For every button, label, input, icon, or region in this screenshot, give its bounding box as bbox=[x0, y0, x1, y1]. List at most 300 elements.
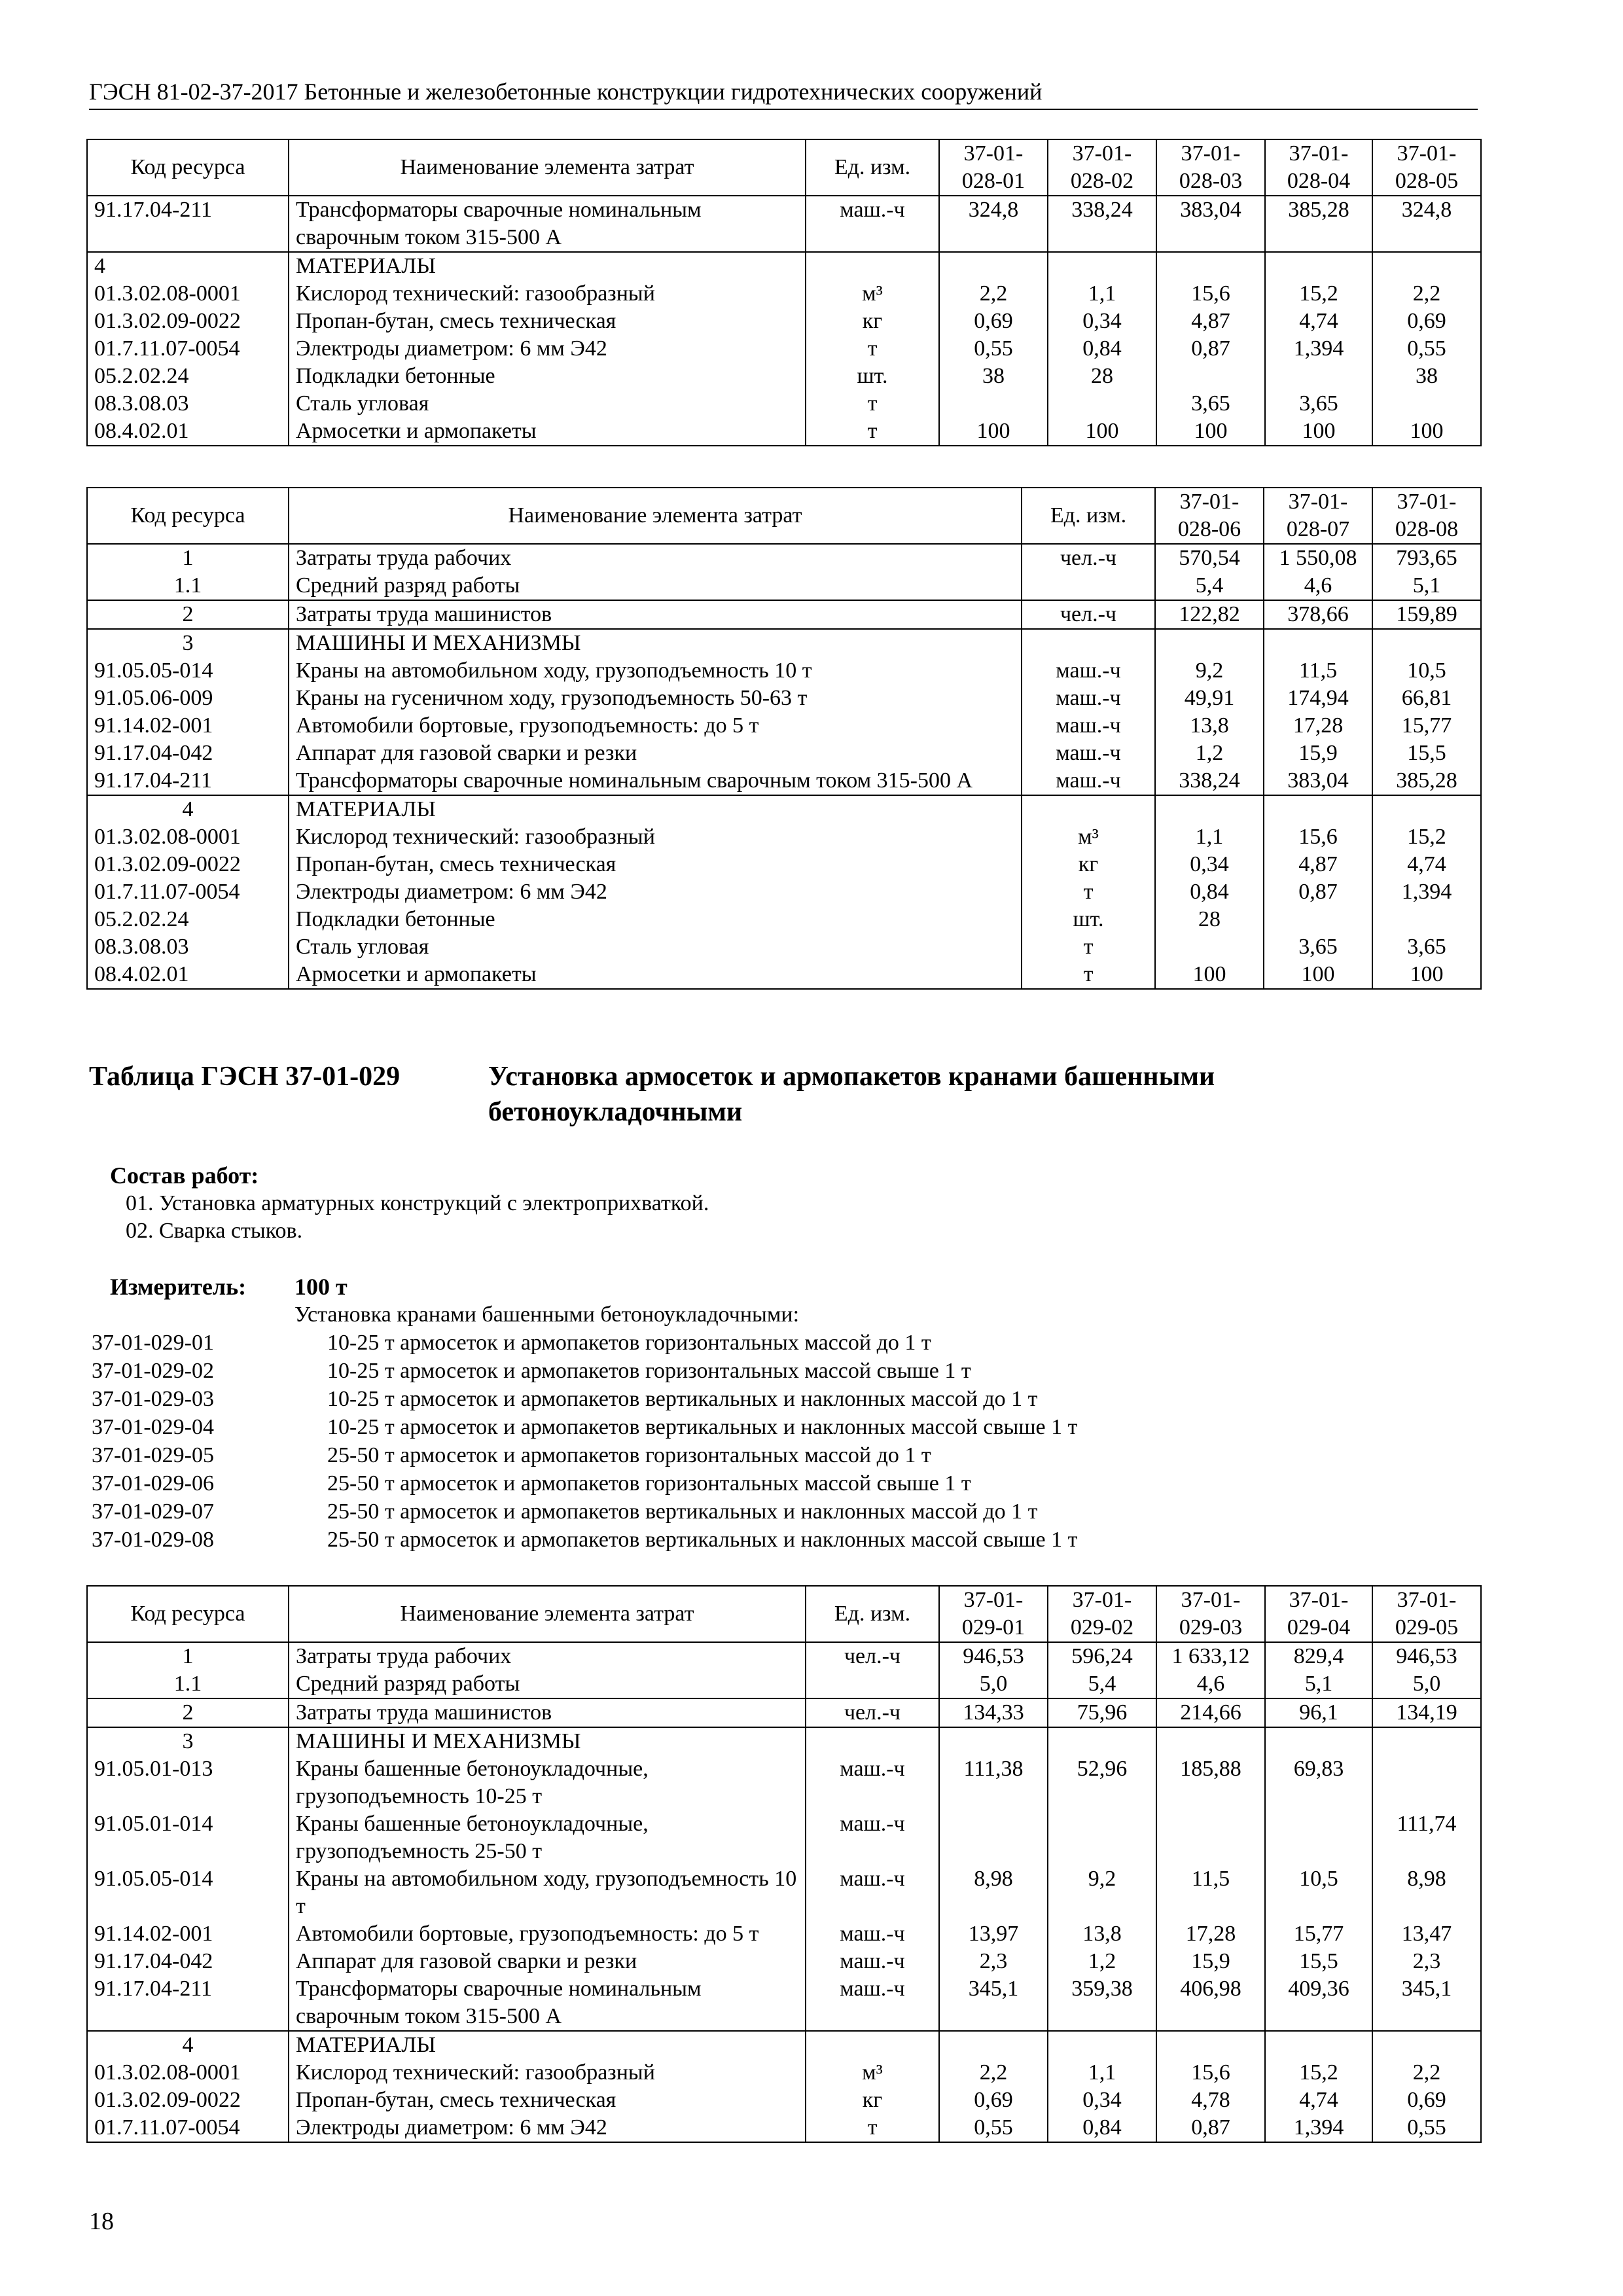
variant-code: 37-01-029-07 bbox=[92, 1499, 214, 1524]
resource-table-029 bbox=[86, 1585, 1482, 2143]
resource-code: 05.2.02.24 bbox=[87, 363, 289, 390]
resource-value bbox=[1372, 795, 1481, 823]
resource-unit: маш.-ч bbox=[806, 1865, 939, 1920]
resource-row bbox=[87, 1948, 1481, 1975]
resource-value: 5,0 bbox=[1372, 1670, 1481, 1698]
resource-value: 11,5 bbox=[1264, 657, 1372, 685]
resource-value: 2,2 bbox=[939, 2059, 1048, 2087]
resource-value: 1,394 bbox=[1265, 335, 1372, 363]
resource-value bbox=[1156, 1810, 1265, 1865]
resource-name: Трансформаторы сварочные номинальным сварочным током 315-500 А bbox=[289, 767, 1022, 795]
resource-value: 409,36 bbox=[1265, 1975, 1372, 2031]
resource-name: Пропан-бутан, смесь техническая bbox=[289, 851, 1022, 878]
resource-value: 52,96 bbox=[1048, 1755, 1156, 1810]
resource-value bbox=[1156, 1727, 1265, 1755]
table-header-row bbox=[87, 488, 1481, 544]
variant-code: 37-01-029-02 bbox=[92, 1359, 214, 1383]
resource-unit: кг bbox=[806, 308, 939, 335]
resource-value: 1,1 bbox=[1155, 823, 1264, 851]
col-unit-header: Ед. изм. bbox=[806, 139, 939, 196]
resource-code: 2 bbox=[87, 1698, 289, 1727]
resource-value bbox=[1155, 933, 1264, 961]
resource-unit: чел.-ч bbox=[1022, 600, 1155, 629]
resource-value: 0,34 bbox=[1048, 308, 1156, 335]
resource-name: Пропан-бутан, смесь техническая bbox=[289, 2087, 806, 2114]
resource-unit: маш.-ч bbox=[1022, 712, 1155, 740]
resource-code: 91.17.04-042 bbox=[87, 1948, 289, 1975]
resource-name: МАТЕРИАЛЫ bbox=[289, 795, 1022, 823]
resource-row bbox=[87, 600, 1481, 629]
col-variant-header: 37-01- 028-05 bbox=[1372, 139, 1481, 196]
resource-name: Электроды диаметром: 6 мм Э42 bbox=[289, 2114, 806, 2142]
resource-code: 4 bbox=[87, 795, 289, 823]
resource-value: 49,91 bbox=[1155, 685, 1264, 712]
resource-value bbox=[1265, 252, 1372, 280]
resource-value: 345,1 bbox=[1372, 1975, 1481, 2031]
resource-code: 91.05.01-013 bbox=[87, 1755, 289, 1810]
resource-row bbox=[87, 363, 1481, 390]
resource-name: Автомобили бортовые, грузоподъемность: до 5 т bbox=[289, 712, 1022, 740]
resource-value bbox=[1372, 629, 1481, 657]
resource-value: 3,65 bbox=[1264, 933, 1372, 961]
resource-table-028-part1 bbox=[86, 139, 1482, 446]
resource-code: 3 bbox=[87, 629, 289, 657]
composition-list bbox=[126, 1190, 709, 1245]
resource-value bbox=[1156, 2031, 1265, 2059]
variant-code: 37-01-029-06 bbox=[92, 1471, 214, 1496]
resource-value bbox=[1372, 2031, 1481, 2059]
resource-name: Электроды диаметром: 6 мм Э42 bbox=[289, 878, 1022, 906]
resource-row bbox=[87, 851, 1481, 878]
resource-value bbox=[1372, 390, 1481, 418]
resource-value bbox=[1048, 252, 1156, 280]
resource-row bbox=[87, 823, 1481, 851]
section-row bbox=[87, 252, 1481, 280]
resource-name: Затраты труда машинистов bbox=[289, 1698, 806, 1727]
resource-value: 174,94 bbox=[1264, 685, 1372, 712]
resource-unit: т bbox=[1022, 878, 1155, 906]
resource-name: Краны на гусеничном ходу, грузоподъемность 50-63 т bbox=[289, 685, 1022, 712]
resource-row bbox=[87, 933, 1481, 961]
resource-row bbox=[87, 685, 1481, 712]
col-variant-header: 37-01- 028-04 bbox=[1265, 139, 1372, 196]
resource-value: 8,98 bbox=[1372, 1865, 1481, 1920]
resource-name: Краны на автомобильном ходу, грузоподъемность 10 т bbox=[289, 1865, 806, 1920]
resource-value: 15,2 bbox=[1265, 2059, 1372, 2087]
resource-value: 1,2 bbox=[1048, 1948, 1156, 1975]
variant-code: 37-01-029-03 bbox=[92, 1387, 214, 1411]
resource-value: 0,34 bbox=[1155, 851, 1264, 878]
resource-value bbox=[1264, 795, 1372, 823]
resource-value: 159,89 bbox=[1372, 600, 1481, 629]
resource-value: 100 bbox=[1156, 418, 1265, 446]
resource-name: Кислород технический: газообразный bbox=[289, 823, 1022, 851]
resource-row bbox=[87, 1975, 1481, 2031]
resource-unit bbox=[806, 1670, 939, 1698]
resource-code: 91.14.02-001 bbox=[87, 1920, 289, 1948]
resource-unit: т bbox=[806, 335, 939, 363]
resource-unit bbox=[806, 2031, 939, 2059]
resource-value: 0,87 bbox=[1264, 878, 1372, 906]
resource-value: 4,87 bbox=[1156, 308, 1265, 335]
variant-code: 37-01-029-04 bbox=[92, 1415, 214, 1439]
resource-name: Пропан-бутан, смесь техническая bbox=[289, 308, 806, 335]
variant-description: 25-50 т армосеток и армопакетов вертикальных и наклонных массой до 1 т bbox=[327, 1499, 1038, 1524]
resource-value bbox=[1156, 252, 1265, 280]
resource-name: Электроды диаметром: 6 мм Э42 bbox=[289, 335, 806, 363]
resource-value: 0,34 bbox=[1048, 2087, 1156, 2114]
resource-value bbox=[939, 252, 1048, 280]
resource-value bbox=[1265, 1727, 1372, 1755]
resource-value: 0,87 bbox=[1156, 2114, 1265, 2142]
resource-value: 4,6 bbox=[1156, 1670, 1265, 1698]
composition-title: Состав работ: bbox=[110, 1162, 259, 1189]
resource-value: 946,53 bbox=[939, 1642, 1048, 1670]
resource-value: 15,77 bbox=[1372, 712, 1481, 740]
page-header: ГЭСН 81-02-37-2017 Бетонные и железобетонные конструкции гидротехнических сооружений bbox=[89, 77, 1478, 110]
resource-value: 11,5 bbox=[1156, 1865, 1265, 1920]
resource-unit: кг bbox=[1022, 851, 1155, 878]
resource-code: 91.14.02-001 bbox=[87, 712, 289, 740]
resource-row bbox=[87, 1698, 1481, 1727]
resource-value bbox=[1265, 363, 1372, 390]
resource-row bbox=[87, 712, 1481, 740]
resource-value: 100 bbox=[1372, 418, 1481, 446]
resource-row bbox=[87, 767, 1481, 795]
resource-name: Автомобили бортовые, грузоподъемность: до 5 т bbox=[289, 1920, 806, 1948]
resource-value: 214,66 bbox=[1156, 1698, 1265, 1727]
resource-name: МАШИНЫ И МЕХАНИЗМЫ bbox=[289, 1727, 806, 1755]
resource-name: МАТЕРИАЛЫ bbox=[289, 2031, 806, 2059]
resource-code: 01.3.02.09-0022 bbox=[87, 851, 289, 878]
resource-row bbox=[87, 544, 1481, 572]
variant-description: 25-50 т армосеток и армопакетов горизонтальных массой до 1 т bbox=[327, 1443, 931, 1467]
resource-value: 378,66 bbox=[1264, 600, 1372, 629]
resource-code: 01.7.11.07-0054 bbox=[87, 335, 289, 363]
composition-item: 02. Сварка стыков. bbox=[126, 1219, 303, 1243]
resource-value: 4,87 bbox=[1264, 851, 1372, 878]
resource-unit: маш.-ч bbox=[806, 196, 939, 252]
resource-value: 2,3 bbox=[1372, 1948, 1481, 1975]
resource-value: 100 bbox=[939, 418, 1048, 446]
resource-value bbox=[939, 1727, 1048, 1755]
page-number: 18 bbox=[89, 2208, 114, 2235]
resource-code: 91.05.01-014 bbox=[87, 1810, 289, 1865]
resource-value bbox=[1372, 252, 1481, 280]
resource-code: 91.17.04-211 bbox=[87, 196, 289, 252]
resource-name: Затраты труда рабочих bbox=[289, 1642, 806, 1670]
resource-name: Затраты труда машинистов bbox=[289, 600, 1022, 629]
resource-name: Кислород технический: газообразный bbox=[289, 280, 806, 308]
resource-value: 111,38 bbox=[939, 1755, 1048, 1810]
resource-value bbox=[1048, 390, 1156, 418]
variant-description: 10-25 т армосеток и армопакетов вертикальных и наклонных массой свыше 1 т bbox=[327, 1415, 1078, 1439]
resource-row bbox=[87, 961, 1481, 989]
resource-unit: маш.-ч bbox=[1022, 767, 1155, 795]
resource-value: 13,47 bbox=[1372, 1920, 1481, 1948]
composition-item: 01. Установка арматурных конструкций с электроприхваткой. bbox=[126, 1191, 709, 1215]
resource-value: 4,74 bbox=[1265, 308, 1372, 335]
resource-value: 324,8 bbox=[1372, 196, 1481, 252]
resource-value bbox=[1264, 629, 1372, 657]
resource-value: 2,2 bbox=[1372, 280, 1481, 308]
resource-unit: м³ bbox=[1022, 823, 1155, 851]
resource-value: 3,65 bbox=[1372, 933, 1481, 961]
resource-value bbox=[1155, 795, 1264, 823]
resource-unit: т bbox=[806, 390, 939, 418]
resource-unit bbox=[1022, 572, 1155, 600]
resource-value: 66,81 bbox=[1372, 685, 1481, 712]
resource-code: 4 bbox=[87, 2031, 289, 2059]
resource-value: 13,97 bbox=[939, 1920, 1048, 1948]
resource-code: 1.1 bbox=[87, 572, 289, 600]
resource-value: 15,9 bbox=[1156, 1948, 1265, 1975]
resource-value: 385,28 bbox=[1372, 767, 1481, 795]
resource-code: 2 bbox=[87, 600, 289, 629]
resource-value: 0,69 bbox=[939, 308, 1048, 335]
resource-value: 5,4 bbox=[1048, 1670, 1156, 1698]
resource-value bbox=[1048, 2031, 1156, 2059]
resource-value: 17,28 bbox=[1264, 712, 1372, 740]
resource-row bbox=[87, 2087, 1481, 2114]
col-name-header: Наименование элемента затрат bbox=[289, 1586, 806, 1642]
resource-row bbox=[87, 906, 1481, 933]
resource-code: 1 bbox=[87, 1642, 289, 1670]
resource-value: 0,84 bbox=[1048, 2114, 1156, 2142]
resource-code: 08.4.02.01 bbox=[87, 961, 289, 989]
resource-value: 0,55 bbox=[1372, 335, 1481, 363]
section-row bbox=[87, 2031, 1481, 2059]
resource-name: Затраты труда рабочих bbox=[289, 544, 1022, 572]
resource-value: 100 bbox=[1155, 961, 1264, 989]
resource-name: Армосетки и армопакеты bbox=[289, 418, 806, 446]
variant-description: 10-25 т армосеток и армопакетов горизонтальных массой свыше 1 т bbox=[327, 1359, 971, 1383]
resource-value: 100 bbox=[1264, 961, 1372, 989]
resource-value: 10,5 bbox=[1265, 1865, 1372, 1920]
col-variant-header: 37-01- 029-02 bbox=[1048, 1586, 1156, 1642]
resource-code: 01.3.02.08-0001 bbox=[87, 280, 289, 308]
resource-row bbox=[87, 1810, 1481, 1865]
col-variant-header: 37-01- 029-03 bbox=[1156, 1586, 1265, 1642]
resource-value: 0,55 bbox=[1372, 2114, 1481, 2142]
resource-value: 406,98 bbox=[1156, 1975, 1265, 2031]
section-row bbox=[87, 629, 1481, 657]
resource-value: 15,77 bbox=[1265, 1920, 1372, 1948]
resource-unit: маш.-ч bbox=[806, 1810, 939, 1865]
resource-value: 38 bbox=[939, 363, 1048, 390]
resource-unit: чел.-ч bbox=[1022, 544, 1155, 572]
resource-value: 0,69 bbox=[1372, 308, 1481, 335]
resource-name: Средний разряд работы bbox=[289, 572, 1022, 600]
resource-code: 91.17.04-042 bbox=[87, 740, 289, 767]
resource-row bbox=[87, 1642, 1481, 1670]
resource-row bbox=[87, 1865, 1481, 1920]
resource-unit: чел.-ч bbox=[806, 1642, 939, 1670]
resource-code: 91.05.05-014 bbox=[87, 657, 289, 685]
resource-value: 324,8 bbox=[939, 196, 1048, 252]
resource-code: 1 bbox=[87, 544, 289, 572]
resource-value: 100 bbox=[1048, 418, 1156, 446]
resource-row bbox=[87, 418, 1481, 446]
resource-name: Сталь угловая bbox=[289, 390, 806, 418]
resource-code: 08.4.02.01 bbox=[87, 418, 289, 446]
resource-value: 28 bbox=[1048, 363, 1156, 390]
resource-name: Армосетки и армопакеты bbox=[289, 961, 1022, 989]
resource-value bbox=[1265, 2031, 1372, 2059]
resource-value bbox=[1156, 363, 1265, 390]
col-unit-header: Ед. изм. bbox=[1022, 488, 1155, 544]
resource-code: 01.3.02.09-0022 bbox=[87, 308, 289, 335]
resource-unit: т bbox=[806, 418, 939, 446]
resource-value bbox=[939, 1810, 1048, 1865]
resource-value: 0,69 bbox=[939, 2087, 1048, 2114]
resource-value: 596,24 bbox=[1048, 1642, 1156, 1670]
resource-row bbox=[87, 2059, 1481, 2087]
resource-value: 2,2 bbox=[1372, 2059, 1481, 2087]
resource-code: 01.3.02.08-0001 bbox=[87, 823, 289, 851]
resource-code: 01.3.02.09-0022 bbox=[87, 2087, 289, 2114]
resource-value: 2,2 bbox=[939, 280, 1048, 308]
resource-code: 91.05.05-014 bbox=[87, 1865, 289, 1920]
resource-value: 338,24 bbox=[1048, 196, 1156, 252]
resource-value: 28 bbox=[1155, 906, 1264, 933]
variant-code: 37-01-029-05 bbox=[92, 1443, 214, 1467]
resource-unit bbox=[1022, 629, 1155, 657]
resource-value: 75,96 bbox=[1048, 1698, 1156, 1727]
resource-value: 17,28 bbox=[1156, 1920, 1265, 1948]
col-code-header: Код ресурса bbox=[87, 1586, 289, 1642]
col-name-header: Наименование элемента затрат bbox=[289, 488, 1022, 544]
resource-value: 5,1 bbox=[1372, 572, 1481, 600]
resource-name: Краны башенные бетоноукладочные, грузоподъемность 25-50 т bbox=[289, 1810, 806, 1865]
resource-value: 1 633,12 bbox=[1156, 1642, 1265, 1670]
col-name-header: Наименование элемента затрат bbox=[289, 139, 806, 196]
resource-unit: маш.-ч bbox=[806, 1948, 939, 1975]
col-variant-header: 37-01- 029-04 bbox=[1265, 1586, 1372, 1642]
resource-value: 338,24 bbox=[1155, 767, 1264, 795]
col-variant-header: 37-01- 029-05 bbox=[1372, 1586, 1481, 1642]
resource-value: 5,1 bbox=[1265, 1670, 1372, 1698]
resource-name: Подкладки бетонные bbox=[289, 906, 1022, 933]
resource-unit: маш.-ч bbox=[1022, 740, 1155, 767]
resource-unit: маш.-ч bbox=[1022, 685, 1155, 712]
resource-row bbox=[87, 572, 1481, 600]
resource-row bbox=[87, 1755, 1481, 1810]
resource-code: 3 bbox=[87, 1727, 289, 1755]
resource-value: 5,4 bbox=[1155, 572, 1264, 600]
variant-code: 37-01-029-01 bbox=[92, 1331, 214, 1355]
section-row bbox=[87, 795, 1481, 823]
resource-value: 1,1 bbox=[1048, 280, 1156, 308]
resource-row bbox=[87, 1670, 1481, 1698]
resource-name: МАШИНЫ И МЕХАНИЗМЫ bbox=[289, 629, 1022, 657]
resource-value: 3,65 bbox=[1265, 390, 1372, 418]
resource-code: 1.1 bbox=[87, 1670, 289, 1698]
resource-value: 1 550,08 bbox=[1264, 544, 1372, 572]
resource-code: 01.7.11.07-0054 bbox=[87, 2114, 289, 2142]
resource-name: Краны башенные бетоноукладочные, грузоподъемность 10-25 т bbox=[289, 1755, 806, 1810]
table-title-code: Таблица ГЭСН 37-01-029 bbox=[89, 1062, 401, 1092]
col-variant-header: 37-01- 028-02 bbox=[1048, 139, 1156, 196]
resource-row bbox=[87, 335, 1481, 363]
variant-description: 10-25 т армосеток и армопакетов вертикальных и наклонных массой до 1 т bbox=[327, 1387, 1038, 1411]
resource-value: 15,2 bbox=[1265, 280, 1372, 308]
resource-code: 05.2.02.24 bbox=[87, 906, 289, 933]
resource-unit: м³ bbox=[806, 280, 939, 308]
measure-intro: Установка кранами башенными бетоноукладочными: bbox=[294, 1302, 800, 1327]
resource-name: Аппарат для газовой сварки и резки bbox=[289, 1948, 806, 1975]
resource-value: 100 bbox=[1265, 418, 1372, 446]
col-variant-header: 37-01- 028-01 bbox=[939, 139, 1048, 196]
resource-value: 2,3 bbox=[939, 1948, 1048, 1975]
resource-value: 383,04 bbox=[1264, 767, 1372, 795]
resource-value: 829,4 bbox=[1265, 1642, 1372, 1670]
resource-code: 08.3.08.03 bbox=[87, 933, 289, 961]
resource-value bbox=[1372, 1755, 1481, 1810]
table-title-description: Установка армосеток и армопакетов кранами башенными бетоноукладочными bbox=[488, 1062, 1215, 1127]
resource-unit: чел.-ч bbox=[806, 1698, 939, 1727]
resource-value: 15,6 bbox=[1156, 280, 1265, 308]
variant-description: 25-50 т армосеток и армопакетов вертикальных и наклонных массой свыше 1 т bbox=[327, 1528, 1078, 1552]
resource-name: Трансформаторы сварочные номинальным сварочным током 315-500 А bbox=[289, 1975, 806, 2031]
resource-unit bbox=[806, 1727, 939, 1755]
resource-value bbox=[1265, 1810, 1372, 1865]
resource-value: 111,74 bbox=[1372, 1810, 1481, 1865]
col-variant-header: 37-01- 028-06 bbox=[1155, 488, 1264, 544]
resource-value: 185,88 bbox=[1156, 1755, 1265, 1810]
resource-value: 1,394 bbox=[1265, 2114, 1372, 2142]
resource-unit: шт. bbox=[1022, 906, 1155, 933]
resource-unit: маш.-ч bbox=[806, 1975, 939, 2031]
resource-row bbox=[87, 196, 1481, 252]
resource-row bbox=[87, 1920, 1481, 1948]
resource-name: Трансформаторы сварочные номинальным сварочным током 315-500 А bbox=[289, 196, 806, 252]
resource-value: 0,87 bbox=[1156, 335, 1265, 363]
resource-value: 15,9 bbox=[1264, 740, 1372, 767]
resource-value: 4,74 bbox=[1372, 851, 1481, 878]
resource-value: 9,2 bbox=[1048, 1865, 1156, 1920]
resource-unit: маш.-ч bbox=[806, 1920, 939, 1948]
resource-value: 1,394 bbox=[1372, 878, 1481, 906]
resource-row bbox=[87, 280, 1481, 308]
resource-value bbox=[1155, 629, 1264, 657]
resource-value: 10,5 bbox=[1372, 657, 1481, 685]
variant-code: 37-01-029-08 bbox=[92, 1528, 214, 1552]
measure-label: Измеритель: bbox=[110, 1274, 247, 1300]
resource-value: 383,04 bbox=[1156, 196, 1265, 252]
resource-row bbox=[87, 308, 1481, 335]
resource-unit: маш.-ч bbox=[1022, 657, 1155, 685]
resource-value: 15,5 bbox=[1265, 1948, 1372, 1975]
resource-code: 01.3.02.08-0001 bbox=[87, 2059, 289, 2087]
resource-name: Краны на автомобильном ходу, грузоподъемность 10 т bbox=[289, 657, 1022, 685]
resource-value: 1,2 bbox=[1155, 740, 1264, 767]
resource-code: 91.05.06-009 bbox=[87, 685, 289, 712]
resource-value: 13,8 bbox=[1048, 1920, 1156, 1948]
resource-value: 13,8 bbox=[1155, 712, 1264, 740]
resource-row bbox=[87, 878, 1481, 906]
resource-unit: т bbox=[806, 2114, 939, 2142]
resource-value: 69,83 bbox=[1265, 1755, 1372, 1810]
resource-unit bbox=[806, 252, 939, 280]
resource-value: 1,1 bbox=[1048, 2059, 1156, 2087]
resource-value: 570,54 bbox=[1155, 544, 1264, 572]
col-unit-header: Ед. изм. bbox=[806, 1586, 939, 1642]
resource-value: 15,5 bbox=[1372, 740, 1481, 767]
resource-name: Средний разряд работы bbox=[289, 1670, 806, 1698]
resource-value: 0,55 bbox=[939, 2114, 1048, 2142]
resource-value: 122,82 bbox=[1155, 600, 1264, 629]
